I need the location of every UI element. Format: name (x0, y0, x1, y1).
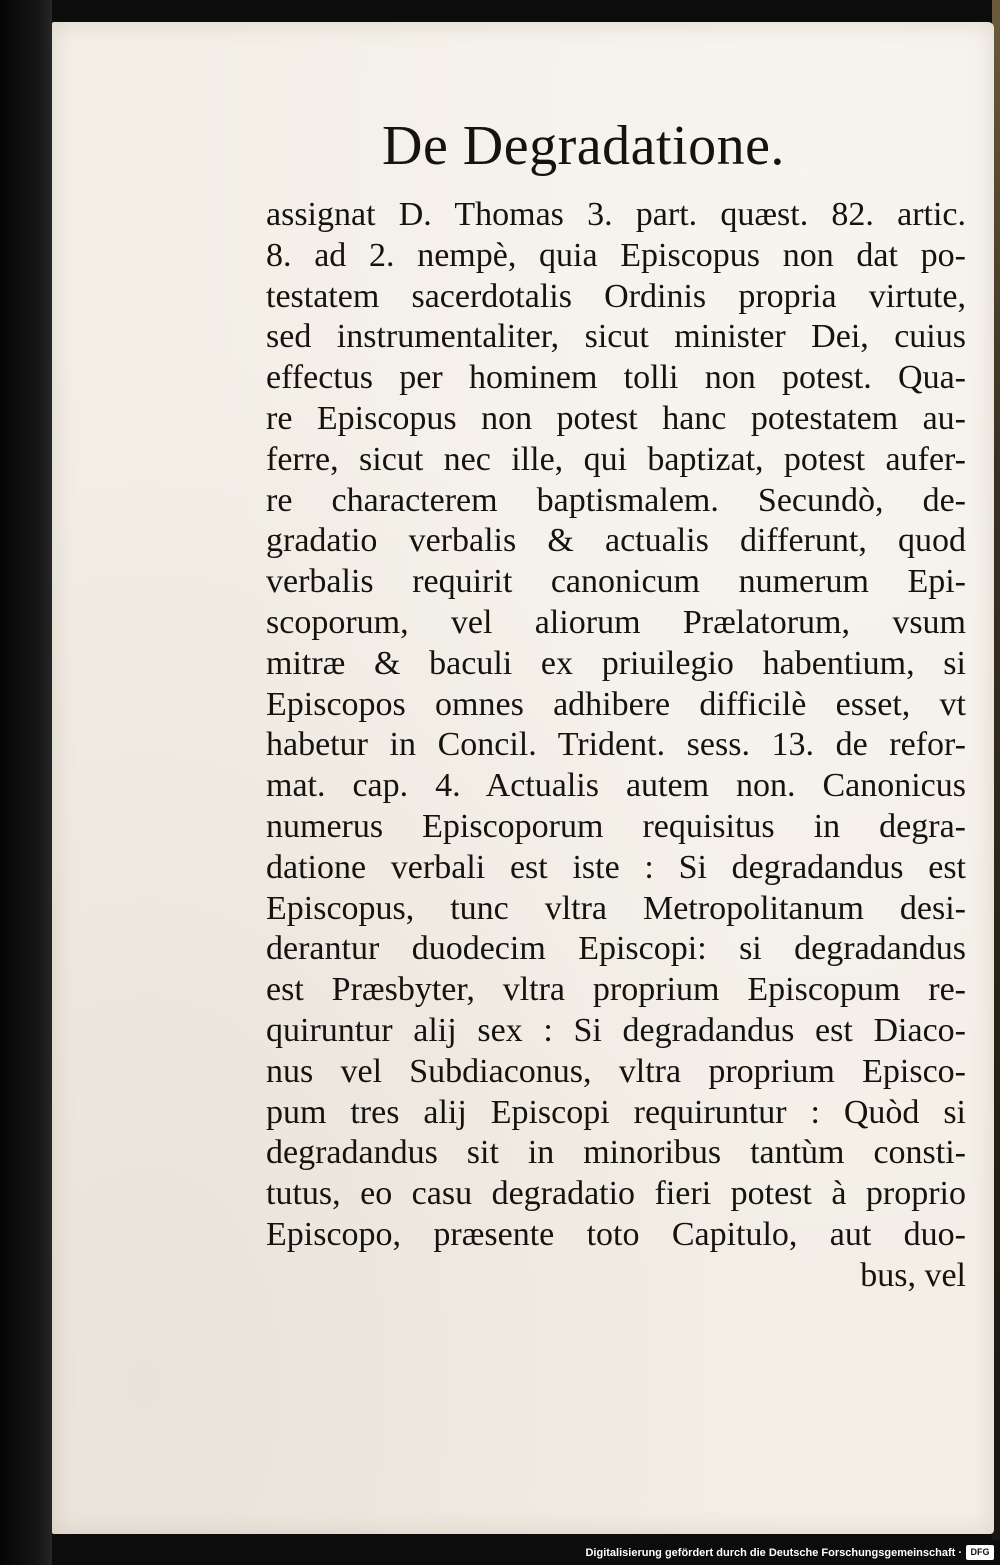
dfg-credit-text: Digitalisierung gefördert durch die Deutsche Forschungsgemeinschaft · (585, 1547, 962, 1559)
text-line: degradandus sit in minoribus tantùm consti- (266, 1134, 966, 1172)
book-spine-shadow (0, 0, 52, 1565)
text-line: mitræ & baculi ex priuilegio habentium, si (266, 644, 966, 682)
text-line: scoporum, vel aliorum Prælatorum, vsum (266, 603, 966, 641)
text-line: effectus per hominem tolli non potest. Qua- (266, 359, 966, 397)
text-line: Episcopus, tunc vltra Metropolitanum desi- (266, 889, 966, 927)
body-text (266, 195, 966, 1297)
text-line: quiruntur alij sex : Si degradandus est Diaco- (266, 1011, 966, 1049)
book-page (52, 22, 994, 1534)
text-line: pum tres alij Episcopi requiruntur : Quòd si (266, 1093, 966, 1131)
text-line: assignat D. Thomas 3. part. quæst. 82. artic. (266, 196, 966, 233)
text-line: mat. cap. 4. Actualis autem non. Canonicus (266, 767, 966, 805)
text-line: numerus Episcoporum requisitus in degra- (266, 807, 966, 845)
running-header: De Degradatione. (382, 115, 785, 177)
text-line: Episcopo, præsente toto Capitulo, aut duo- (266, 1215, 966, 1253)
text-line: sed instrumentaliter, sicut minister Dei, cuius (266, 318, 966, 356)
text-line: testatem sacerdotalis Ordinis propria virtute, (266, 277, 966, 315)
text-line: gradatio verbalis & actualis differunt, quod (266, 522, 966, 560)
text-line: Episcopos omnes adhibere difficilè esset, vt (266, 685, 966, 723)
text-line: tutus, eo casu degradatio fieri potest à proprio (266, 1175, 966, 1213)
dfg-logo: DFG (966, 1545, 994, 1560)
text-line: habetur in Concil. Trident. sess. 13. de refor- (266, 726, 966, 764)
text-line: derantur duodecim Episcopi: si degradandus (266, 930, 966, 968)
text-line: ferre, sicut nec ille, qui baptizat, potest aufer- (266, 440, 966, 478)
text-line: nus vel Subdiaconus, vltra proprium Episco- (266, 1052, 966, 1090)
text-line: verbalis requirit canonicum numerum Epi- (266, 563, 966, 601)
text-line: datione verbali est iste : Si degradandus est (266, 848, 966, 886)
catchword: bus, vel (860, 1256, 966, 1294)
text-line: 8. ad 2. nempè, quia Episcopus non dat po- (266, 236, 966, 274)
text-line: re Episcopus non potest hanc potestatem au- (266, 399, 966, 437)
text-line: re characterem baptismalem. Secundò, de- (266, 481, 966, 519)
text-line: est Præsbyter, vltra proprium Episcopum re- (266, 971, 966, 1009)
